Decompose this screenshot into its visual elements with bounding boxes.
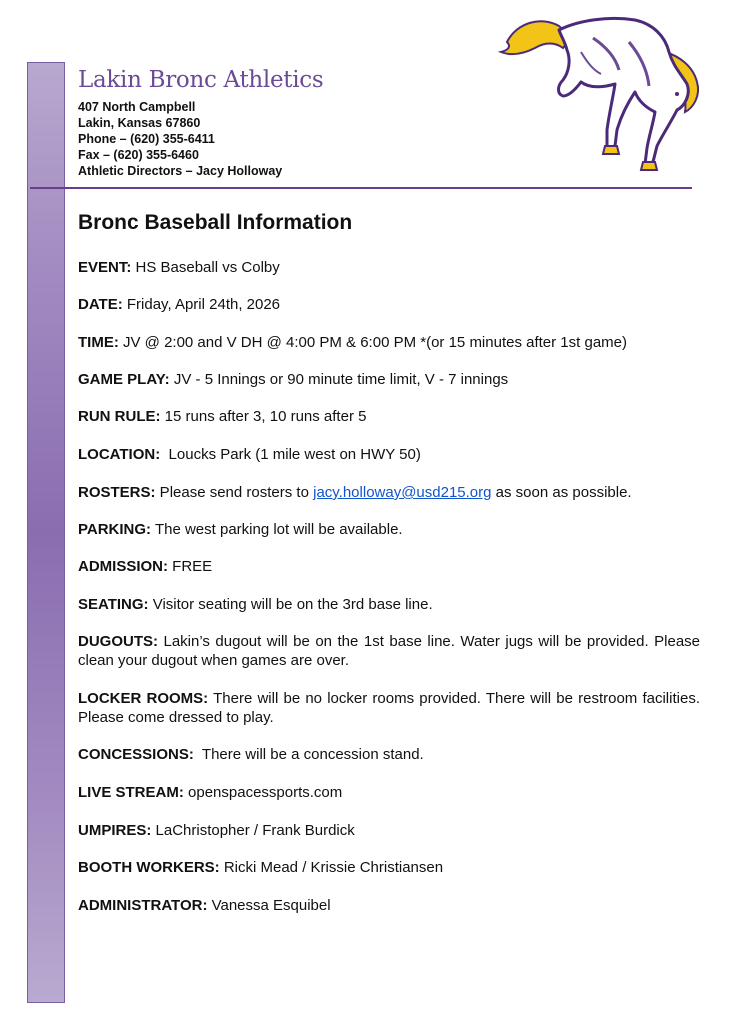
- dugouts-value: Lakin’s dugout will be on the 1st base line. Water jugs will be provided. Please clean your dugout when games are over.: [78, 633, 700, 669]
- live-stream-field: [78, 783, 700, 802]
- booth-workers-value: Ricki Mead / Krissie Christiansen: [219, 859, 444, 876]
- rosters-field: [78, 483, 700, 502]
- run-rule-label: RUN RULE:: [78, 408, 161, 425]
- run-rule-value: 15 runs after 3, 10 runs after 5: [160, 408, 367, 425]
- booth-workers-field: [78, 858, 700, 877]
- event-value: HS Baseball vs Colby: [131, 259, 280, 276]
- athletic-director: Athletic Directors – Jacy Holloway: [78, 164, 283, 178]
- rosters-text-after: as soon as possible.: [491, 484, 632, 501]
- decorative-sidebar-bar: [27, 62, 65, 1003]
- location-field: [78, 445, 700, 464]
- parking-field: [78, 520, 700, 539]
- page-title: Bronc Baseball Information: [78, 211, 353, 234]
- administrator-value: Vanessa Esquibel: [207, 897, 331, 914]
- dugouts-field: [78, 632, 700, 670]
- seating-field: [78, 595, 700, 614]
- bronco-horse-logo-icon: [497, 12, 709, 174]
- run-rule-field: [78, 407, 700, 426]
- date-field: [78, 295, 700, 314]
- game-play-field: [78, 370, 700, 389]
- location-value: Loucks Park (1 mile west on HWY 50): [160, 446, 421, 463]
- admission-label: ADMISSION:: [78, 558, 168, 575]
- umpires-label: UMPIRES:: [78, 822, 152, 839]
- administrator-label: ADMINISTRATOR:: [78, 897, 208, 914]
- umpires-field: [78, 821, 700, 840]
- concessions-value: There will be a concession stand.: [193, 746, 424, 763]
- locker-rooms-field: [78, 689, 700, 727]
- admission-field: [78, 557, 700, 576]
- phone-number: Phone – (620) 355-6411: [78, 132, 215, 146]
- date-value: Friday, April 24th, 2026: [122, 296, 281, 313]
- umpires-value: LaChristopher / Frank Burdick: [151, 822, 355, 839]
- rosters-text-before: Please send rosters to: [155, 484, 314, 501]
- header-divider: [30, 187, 692, 189]
- dugouts-label: DUGOUTS:: [78, 633, 158, 650]
- locker-rooms-label: LOCKER ROOMS:: [78, 690, 209, 707]
- admission-value: FREE: [168, 558, 213, 575]
- rosters-email-link[interactable]: jacy.holloway@usd215.org: [313, 484, 492, 501]
- concessions-label: CONCESSIONS:: [78, 746, 194, 763]
- concessions-field: [78, 745, 700, 764]
- location-label: LOCATION:: [78, 446, 161, 463]
- rosters-label: ROSTERS:: [78, 484, 156, 501]
- parking-value: The west parking lot will be available.: [151, 521, 403, 538]
- time-field: [78, 333, 700, 352]
- letterhead: [78, 66, 323, 179]
- date-label: DATE:: [78, 296, 123, 313]
- booth-workers-label: BOOTH WORKERS:: [78, 859, 220, 876]
- time-label: TIME:: [78, 334, 119, 351]
- event-label: EVENT:: [78, 259, 132, 276]
- address-line-1: 407 North Campbell: [78, 100, 196, 114]
- time-value: JV @ 2:00 and V DH @ 4:00 PM & 6:00 PM *(or 15 minutes after 1st game): [118, 334, 628, 351]
- address-line-2: Lakin, Kansas 67860: [78, 116, 201, 130]
- administrator-field: [78, 896, 700, 915]
- live-stream-value: openspacessports.com: [183, 784, 343, 801]
- event-field: [78, 258, 700, 277]
- seating-label: SEATING:: [78, 596, 149, 613]
- game-play-label: GAME PLAY:: [78, 371, 170, 388]
- org-name: Lakin Bronc Athletics: [78, 67, 324, 93]
- locker-rooms-value: There will be no locker rooms provided. There will be restroom facilities. Please come dressed to play.: [78, 690, 700, 726]
- game-play-value: JV - 5 Innings or 90 minute time limit, V - 7 innings: [169, 371, 509, 388]
- live-stream-label: LIVE STREAM:: [78, 784, 184, 801]
- fax-number: Fax – (620) 355-6460: [78, 148, 199, 162]
- seating-value: Visitor seating will be on the 3rd base line.: [148, 596, 433, 613]
- parking-label: PARKING:: [78, 521, 152, 538]
